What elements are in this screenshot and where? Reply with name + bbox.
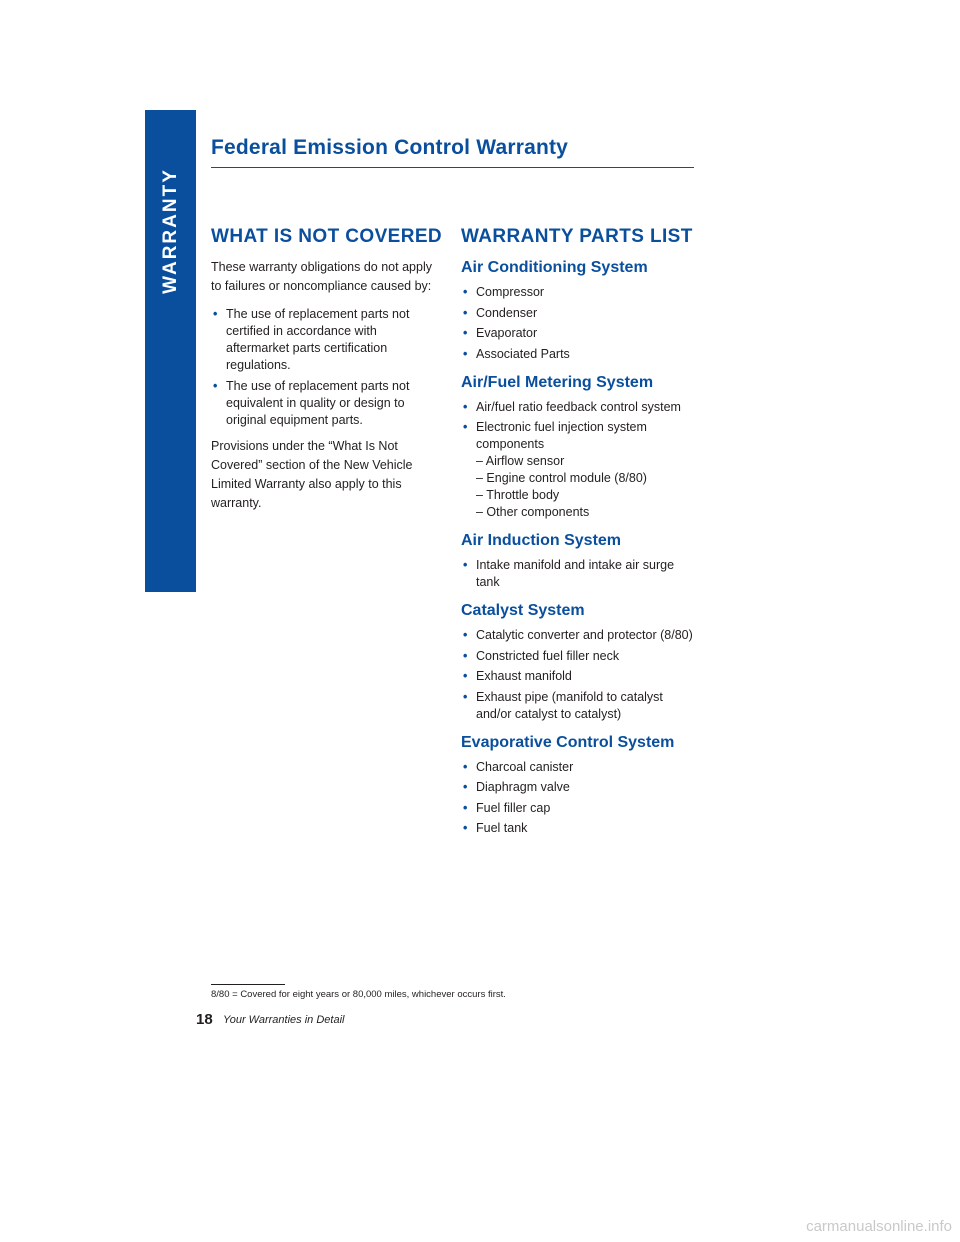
list-item-text: Associated Parts xyxy=(476,346,570,361)
list-item-text: Fuel tank xyxy=(476,821,528,835)
bullet-icon: • xyxy=(463,628,468,642)
not-covered-heading: WHAT IS NOT COVERED xyxy=(211,226,443,247)
bullet-icon: • xyxy=(463,346,468,361)
page-title: Federal Emission Control Warranty xyxy=(211,136,569,159)
list-item xyxy=(461,325,701,342)
bullet-icon: • xyxy=(463,305,468,320)
list-item-text: Air/fuel ratio feedback control system xyxy=(476,399,681,414)
parts-list-heading: WARRANTY PARTS LIST xyxy=(461,226,693,247)
list-item xyxy=(461,668,701,685)
air-fuel-metering-list xyxy=(461,399,701,522)
list-item-text: The use of replacement parts not certified in accordance with aftermarket parts certification regulations. xyxy=(226,307,410,372)
list-item-text: Condenser xyxy=(476,305,538,320)
title-divider xyxy=(211,167,694,168)
list-item-text: Electronic fuel injection system components xyxy=(476,420,647,451)
list-item xyxy=(461,557,701,591)
list-item xyxy=(461,399,701,416)
list-item xyxy=(461,648,701,665)
bullet-icon: • xyxy=(463,326,468,340)
bullet-icon: • xyxy=(463,648,468,663)
not-covered-closing: Provisions under the “What Is Not Covered” section of the New Vehicle Limited Warranty also apply to this warranty. xyxy=(211,438,413,510)
parts-list-column xyxy=(461,226,701,845)
list-item xyxy=(461,305,701,322)
section-title-air-fuel-metering: Air/Fuel Metering System xyxy=(461,373,654,391)
list-item-text: Catalytic converter and protector (8/80) xyxy=(476,628,693,642)
bullet-icon: • xyxy=(463,558,468,572)
page-number: 18 xyxy=(196,1011,213,1028)
bullet-icon: • xyxy=(463,285,468,299)
footnote: 8/80 = Covered for eight years or 80,000 miles, whichever occurs first. xyxy=(211,989,506,1000)
list-item xyxy=(461,627,701,644)
bullet-icon: • xyxy=(463,821,468,835)
list-item xyxy=(461,284,701,301)
list-item xyxy=(461,820,701,837)
air-induction-list xyxy=(461,557,701,591)
footnote-divider xyxy=(211,984,285,985)
not-covered-intro: These warranty obligations do not apply to failures or noncompliance caused by: xyxy=(211,260,432,293)
list-item xyxy=(461,689,701,723)
side-tab-label-wrap xyxy=(145,110,196,592)
air-conditioning-list xyxy=(461,284,701,363)
sub-item: – Other components xyxy=(476,505,590,519)
side-tab-label: WARRANTY xyxy=(159,168,181,294)
list-item-text: Fuel filler cap xyxy=(476,800,551,815)
bullet-icon: • xyxy=(463,759,468,774)
list-item xyxy=(461,346,701,363)
bullet-icon: • xyxy=(213,307,218,321)
list-item xyxy=(461,800,701,817)
section-title-catalyst: Catalyst System xyxy=(461,602,585,619)
catalyst-list xyxy=(461,627,701,723)
running-footer: Your Warranties in Detail xyxy=(223,1014,345,1026)
evaporative-control-list xyxy=(461,759,701,838)
bullet-icon: • xyxy=(463,689,468,704)
list-item xyxy=(461,419,701,521)
bullet-icon: • xyxy=(463,420,468,434)
list-item-text: Exhaust pipe (manifold to catalyst and/or catalyst to catalyst) xyxy=(476,689,663,721)
watermark[interactable]: carmanualsonline.info xyxy=(806,1218,952,1235)
bullet-icon: • xyxy=(463,780,468,794)
sub-item: – Engine control module (8/80) xyxy=(476,471,647,485)
bullet-icon: • xyxy=(463,800,468,815)
not-covered-column xyxy=(211,226,443,523)
side-tab xyxy=(145,110,196,592)
section-title-evaporative-control: Evaporative Control System xyxy=(461,733,675,751)
list-item-text: Evaporator xyxy=(476,326,538,340)
list-item-text: Compressor xyxy=(476,285,545,299)
list-item-text: Constricted fuel filler neck xyxy=(476,648,620,663)
sub-item: – Throttle body xyxy=(476,488,560,502)
list-item-text: The use of replacement parts not equivalent in quality or design to original equipment parts. xyxy=(226,378,410,427)
list-item xyxy=(211,306,443,374)
not-covered-list xyxy=(211,306,443,429)
bullet-icon: • xyxy=(463,669,468,683)
list-item-text: Exhaust manifold xyxy=(476,669,572,683)
list-item-text: Diaphragm valve xyxy=(476,780,570,794)
list-item xyxy=(461,779,701,796)
list-item-text: Charcoal canister xyxy=(476,759,574,774)
section-title-air-induction: Air Induction System xyxy=(461,532,622,549)
list-item-text: Intake manifold and intake air surge tank xyxy=(476,558,675,589)
list-item xyxy=(211,378,443,429)
sub-item: – Airflow sensor xyxy=(476,454,565,468)
bullet-icon: • xyxy=(213,378,218,393)
list-item xyxy=(461,759,701,776)
bullet-icon: • xyxy=(463,399,468,414)
section-title-air-conditioning: Air Conditioning System xyxy=(461,259,648,276)
